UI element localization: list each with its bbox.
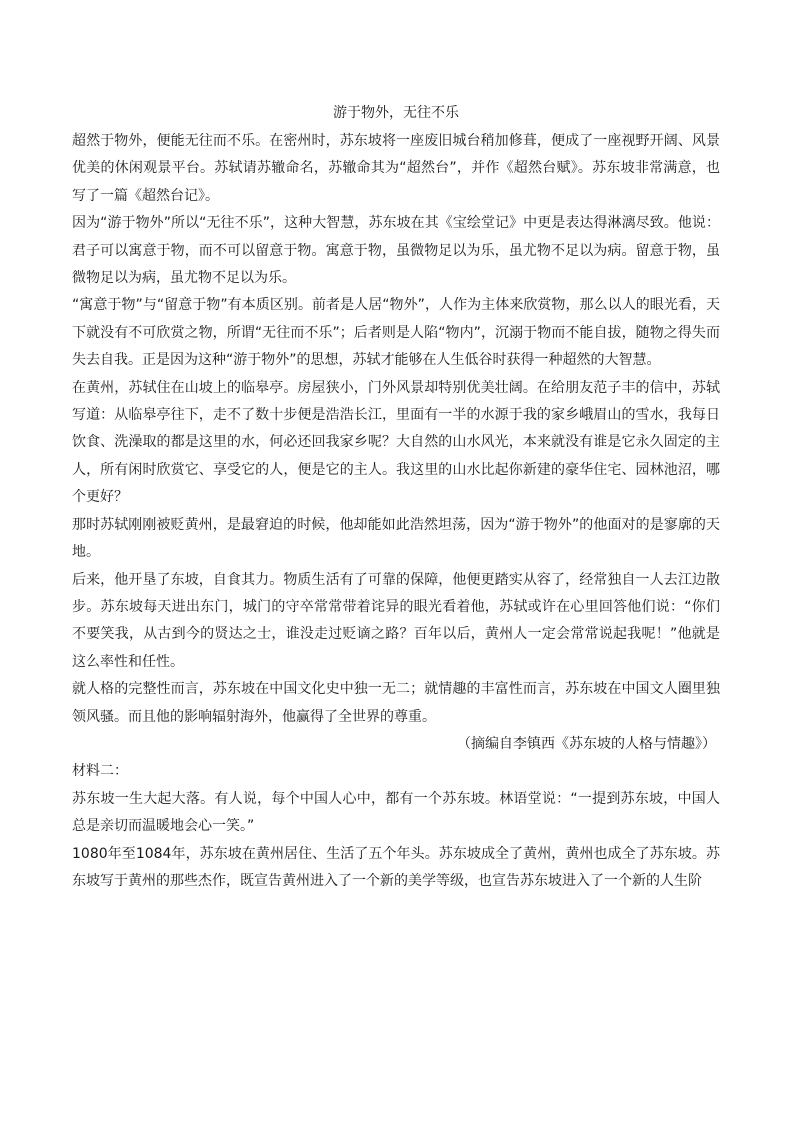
paragraph-3: “寓意于物”与“留意于物”有本质区别。前者是人居“物外”，人作为主体来欣赏物，那么以人的眼光看，天下就没有不可欣赏之物，所谓“无往而不乐”；后者则是人陷“物内”，沉溺于物而不能自拔，随物之得失而失去自我。正是因为这种“游于物外”的思想，苏轼才能够在人生低谷时获得一种超然的大智慧。 [72,297,720,369]
document-title: 游于物外，无往不乐 [333,105,459,121]
source-citation: （摘编自李镇西《苏东坡的人格与情趣》） [457,735,716,752]
material-2-label: 材料二： [72,763,128,780]
paragraph-6: 后来，他开垦了东坡，自食其力。物质生活有了可靠的保障，他便更踏实从容了，经常独自一人去江边散步。苏东坡每天进出东门，城门的守卒常常带着诧异的眼光看着他，苏轼或许在心里回答他们说：“你们不要笑我，从古到今的贤达之士，谁没走过贬谪之路？百年以后，黄州人一定会常常说起我呢！”他就是这么率性和任性。 [72,571,720,670]
material-2-paragraph-1: 苏东坡一生大起大落。有人说，每个中国人心中，都有一个苏东坡。林语堂说：“一提到苏东坡，中国人总是亲切而温暖地会心一笑。” [72,790,720,835]
material-2-paragraph-2: 1080年至1084年，苏东坡在黄州居住、生活了五个年头。苏东坡成全了黄州，黄州也成全了苏东坡。苏东坡写于黄州的那些杰作，既宣告黄州进入了一个新的美学等级，也宣告苏东坡进入了一个新的人生阶 [72,845,720,889]
paragraph-1: 超然于物外，便能无往而不乐。在密州时，苏东坡将一座废旧城台稍加修葺，便成了一座视野开阔、风景优美的休闲观景平台。苏轼请苏辙命名，苏辙命其为“超然台”，并作《超然台赋》。苏东坡非常满意，也写了一篇《超然台记》。 [72,133,720,204]
paragraph-5: 那时苏轼刚刚被贬黄州，是最窘迫的时候，他却能如此浩然坦荡，因为“游于物外”的他面对的是寥廓的天地。 [72,516,720,561]
document-page [72,101,720,895]
paragraph-4: 在黄州，苏轼住在山坡上的临皋亭。房屋狭小，门外风景却特别优美壮阔。在给朋友范子丰的信中，苏轼写道：从临皋亭往下，走不了数十步便是浩浩长江，里面有一半的水源于我的家乡峨眉山的雪水，我每日饮食、洗澡取的都是这里的水，何必还回我家乡呢？大自然的山水风光，本来就没有谁是它永久固定的主人，所有闲时欣赏它、享受它的人，便是它的主人。我这里的山水比起你新建的豪华住宅、园林池沼，哪个更好？ [72,379,720,506]
paragraph-2: 因为“游于物外”所以“无往不乐”，这种大智慧，苏东坡在其《宝绘堂记》中更是表达得淋漓尽致。他说：君子可以寓意于物，而不可以留意于物。寓意于物，虽微物足以为乐，虽尤物不足以为病。留意于物，虽微物足以为病，虽尤物不足以为乐。 [72,215,720,287]
paragraph-7: 就人格的完整性而言，苏东坡在中国文化史中独一无二；就情趣的丰富性而言，苏东坡在中国文人圈里独领风骚。而且他的影响辐射海外，他赢得了全世界的尊重。 [72,681,720,725]
